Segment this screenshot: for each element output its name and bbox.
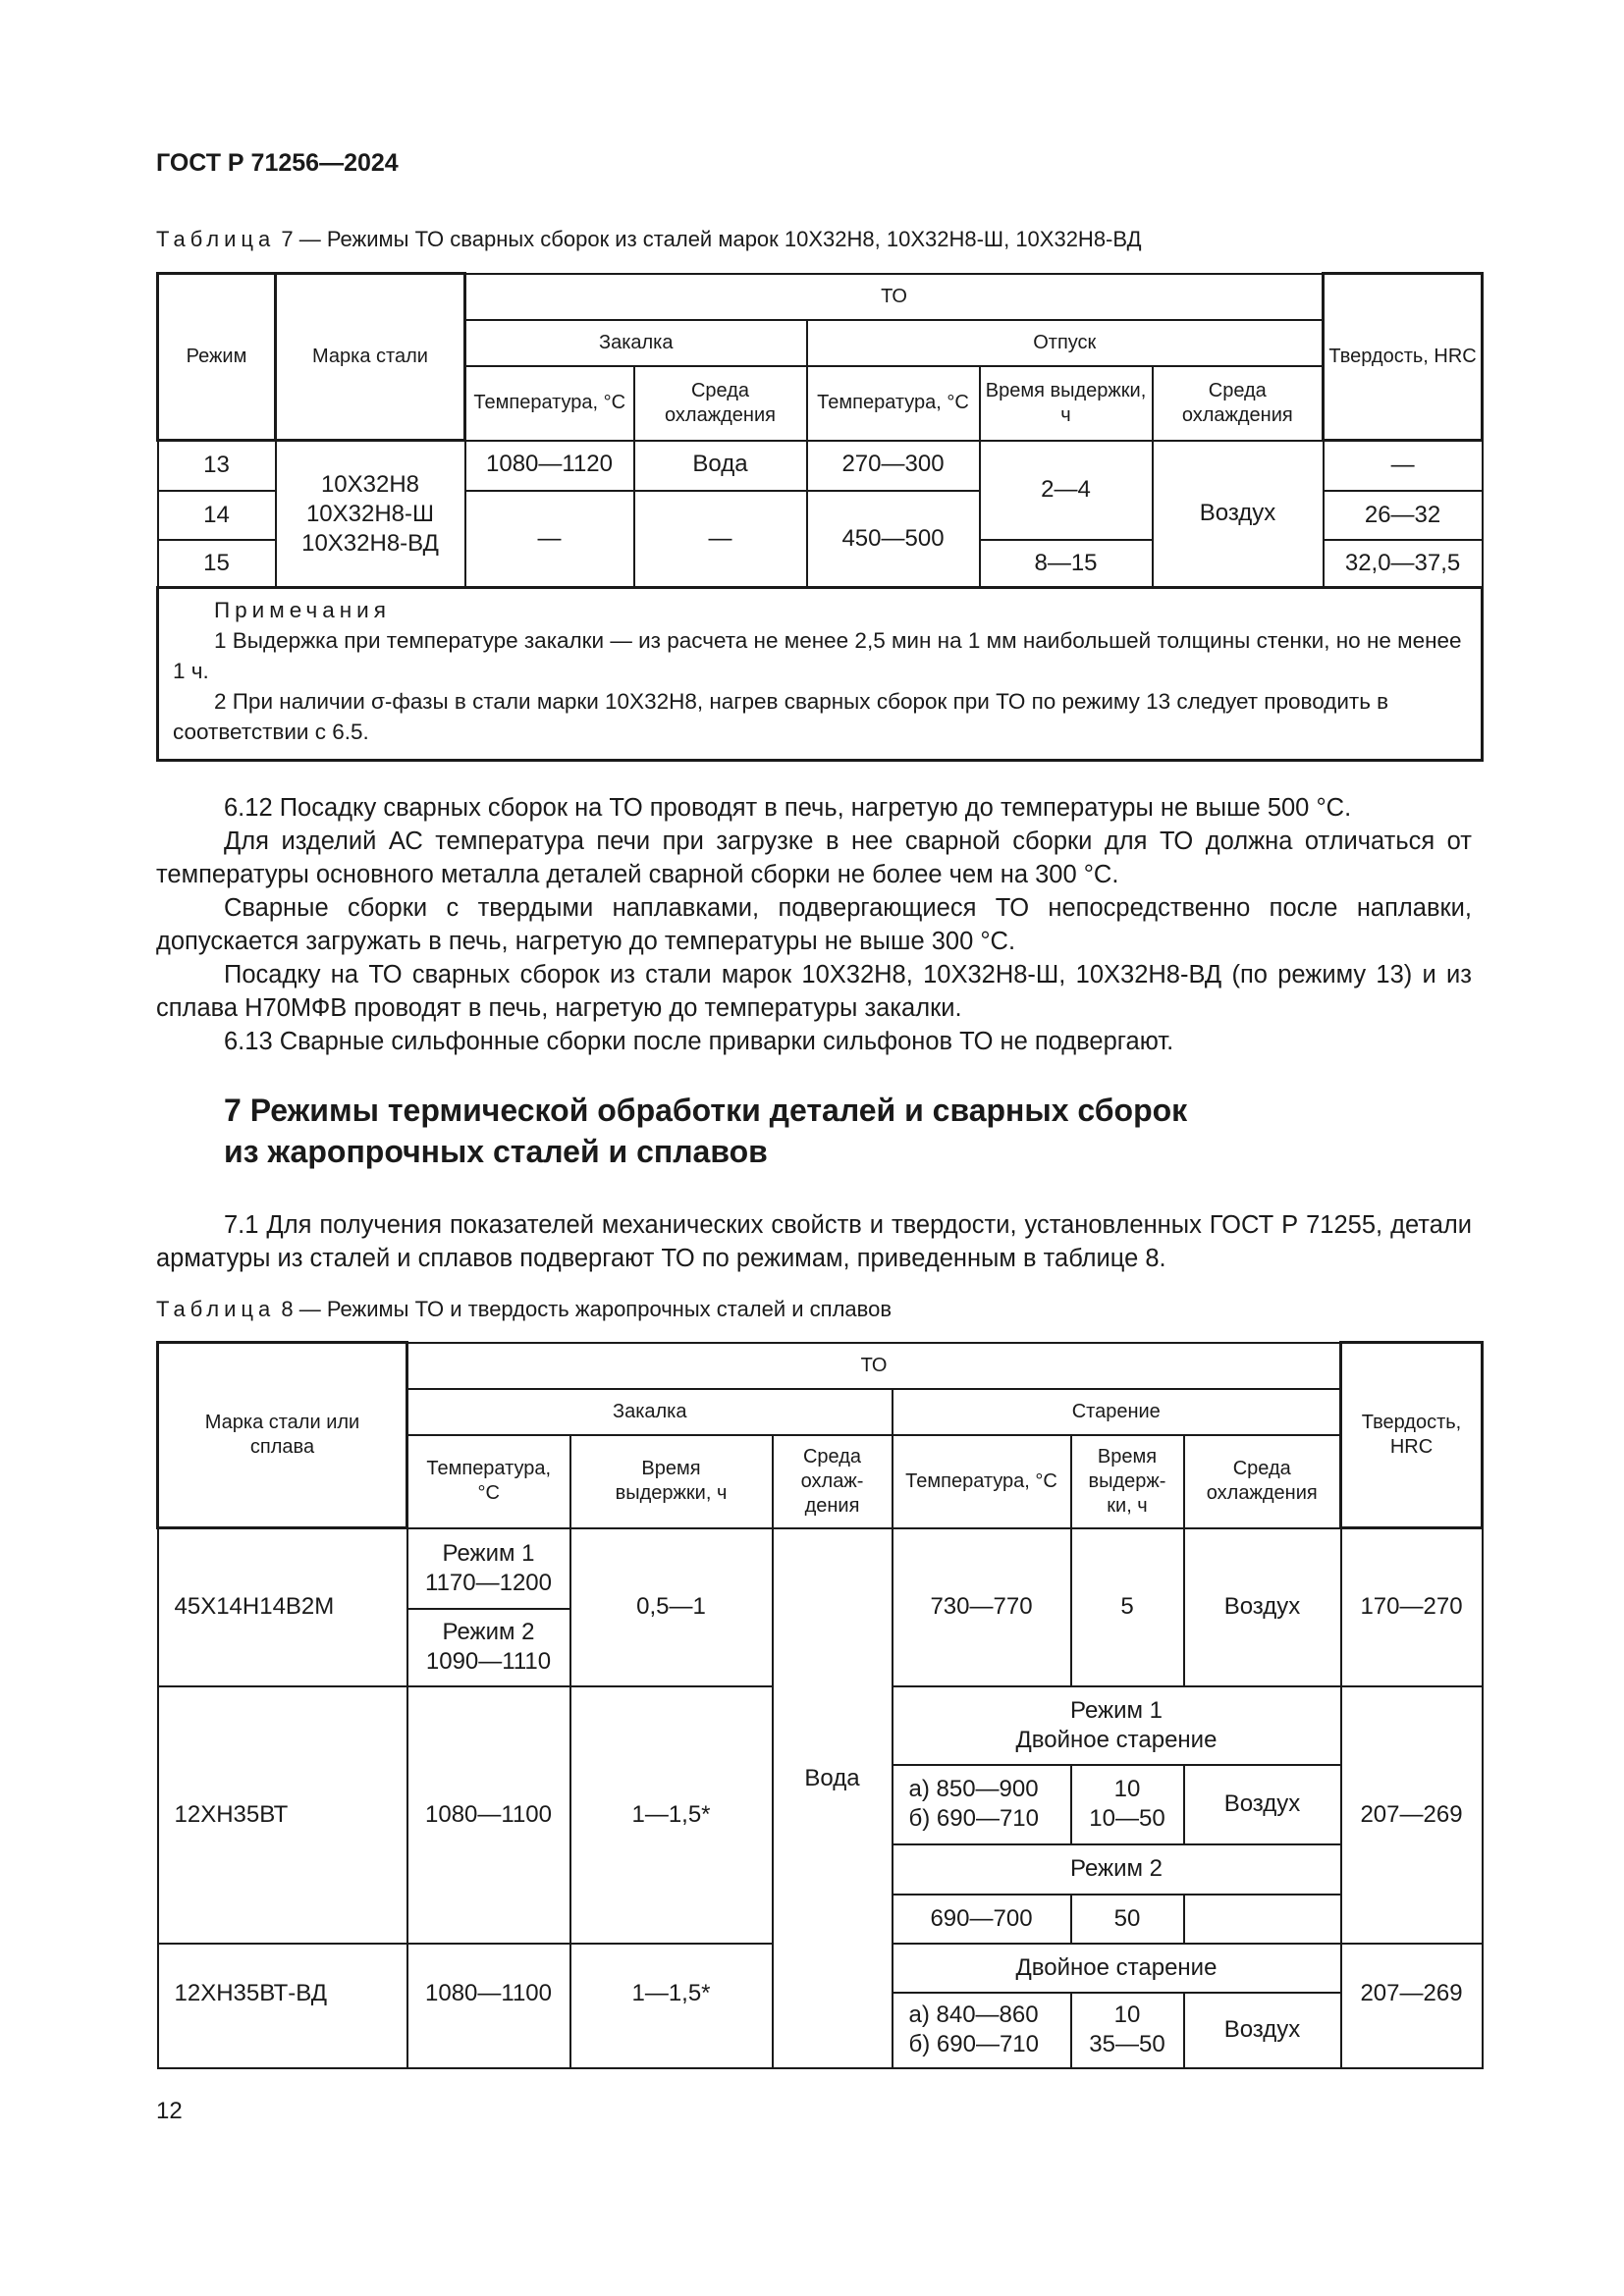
- t7-head-to: ТО: [465, 274, 1324, 320]
- t7-mode-15: 15: [158, 540, 276, 588]
- t8-r2-m2-hold: 50: [1071, 1895, 1184, 1944]
- t8-r3-temp: 1080—1100: [407, 1944, 570, 2068]
- t7-head-hardness: Твердость, HRC: [1324, 274, 1483, 441]
- t8-cell-line: Режим 2: [442, 1619, 535, 1645]
- t8-r1-hrc: 170—270: [1341, 1528, 1483, 1686]
- t8-steel-12xh35bt-vd: 12ХН35ВТ-ВД: [158, 1944, 407, 2068]
- t7-temper-cool: Воздух: [1153, 441, 1324, 588]
- paragraph: Для изделий АС температура печи при загрузке в нее сварной сборки для ТО должна отличаться от температуры основного металла деталей сварной сборки не более чем на 300 °С.: [156, 828, 1472, 888]
- t8-r2-mode2: Режим 2: [893, 1844, 1341, 1895]
- paragraph: Посадку на ТО сварных сборок из стали марок 10Х32Н8, 10Х32Н8-Ш, 10Х32Н8-ВД (по режиму 13) и из сплава Н70МФВ проводят в печь, нагретую до температуры закалки.: [156, 961, 1472, 1022]
- section-7-heading-line: из жаропрочных сталей и сплавов: [224, 1134, 768, 1169]
- t8-r3-hrc: 207—269: [1341, 1944, 1483, 2068]
- t8-r2-hold: 1—1,5*: [570, 1686, 773, 1944]
- t8-quench-cool-water: Вода: [773, 1528, 893, 2068]
- table7: [156, 272, 1484, 762]
- t8-r3-aging-temps: [893, 1993, 1071, 2068]
- t8-r1-mode2: [407, 1609, 570, 1686]
- t8-cell-line: 10: [1113, 2002, 1141, 2028]
- t8-head-aging-temp: Температура, °С: [893, 1435, 1071, 1528]
- t8-r2-aging-cool: Воздух: [1184, 1765, 1341, 1844]
- t8-r3-aging-holds: [1071, 1993, 1184, 2068]
- t8-r1-aging-hold: 5: [1071, 1528, 1184, 1686]
- t8-head-quench-temp: Температура, °С: [407, 1435, 570, 1528]
- t7-quench-temp-14-15: —: [465, 491, 634, 588]
- t7-head-temper-temp: Температура, °С: [807, 366, 980, 441]
- t7-temper-temp-14-15: 450—500: [807, 491, 980, 588]
- t7-quench-temp-13: 1080—1120: [465, 441, 634, 491]
- t7-hold-13-14: 2—4: [980, 441, 1153, 540]
- document-header: ГОСТ Р 71256—2024: [156, 149, 399, 177]
- paragraph-7-1-block: [156, 1208, 1472, 1275]
- t8-r3-double: Двойное старение: [893, 1944, 1341, 1993]
- t8-cell-line: а) 850—900: [908, 1776, 1039, 1802]
- t8-head-quench: Закалка: [407, 1389, 893, 1435]
- t8-cell-line: 35—50: [1089, 2031, 1165, 2057]
- section-7-heading-line: 7 Режимы термической обработки деталей и сварных сборок: [224, 1093, 1188, 1128]
- t8-cell-line: б) 690—710: [908, 1805, 1039, 1832]
- t8-head-line: ки, ч: [1107, 1494, 1148, 1517]
- t8-cell-line: 1090—1110: [425, 1648, 552, 1675]
- t7-head-mode: Режим: [158, 274, 276, 441]
- t8-cell-line: Режим 1: [442, 1539, 535, 1567]
- t8-head-hardness: Твердость, HRC: [1341, 1343, 1483, 1528]
- t8-r2-m2-temp: 690—700: [893, 1895, 1071, 1944]
- t8-cell-line: 1170—1200: [425, 1569, 552, 1596]
- t8-head-aging-hold: [1071, 1435, 1184, 1528]
- t8-r2-mode1: [893, 1686, 1341, 1765]
- t7-notes: [158, 588, 1483, 761]
- table8: [156, 1341, 1484, 2069]
- table8-caption-text: 8 — Режимы ТО и твердость жаропрочных сталей и сплавов: [281, 1297, 893, 1321]
- t8-head-line: Среда: [802, 1445, 862, 1468]
- t7-hrc-14: 26—32: [1324, 491, 1483, 540]
- table7-caption: [156, 227, 1141, 252]
- t7-head-quench-temp: Температура, °С: [465, 366, 634, 441]
- t7-head-quench: Закалка: [465, 320, 807, 366]
- t7-steel-line: 10Х32Н8-Ш: [305, 500, 435, 527]
- page-number: 12: [156, 2098, 183, 2124]
- t8-head-steel: Марка стали или сплава: [158, 1343, 407, 1528]
- paragraph-7-1: 7.1 Для получения показателей механических свойств и твердости, установленных ГОСТ Р 71255, детали арматуры из сталей и сплавов подвергают ТО по режимам, приведенным в таблице 8.: [156, 1211, 1472, 1272]
- table7-caption-prefix: Таблица: [156, 227, 276, 251]
- t8-r1-mode1: [407, 1528, 570, 1609]
- t8-steel-12xh35bt: 12ХН35ВТ: [158, 1686, 407, 1944]
- t8-cell-line: б) 690—710: [908, 2031, 1039, 2057]
- t8-head-line: дения: [804, 1494, 860, 1517]
- t7-note-2: 2 При наличии σ-фазы в стали марки 10Х32Н8, нагрев сварных сборок при ТО по режиму 13 следует проводить в соответствии с 6.5.: [173, 689, 1389, 744]
- t7-head-quench-cool: Среда охлаждения: [634, 366, 807, 441]
- t7-hold-15: 8—15: [980, 540, 1153, 588]
- t8-head-line: охлаж-: [800, 1469, 864, 1492]
- t7-quench-cool-13: Вода: [634, 441, 807, 491]
- t8-head-to: ТО: [407, 1343, 1341, 1389]
- t7-note-1: 1 Выдержка при температуре закалки — из расчета не менее 2,5 мин на 1 мм наибольшей толщины стенки, но не менее 1 ч.: [173, 628, 1462, 683]
- t8-cell-line: 10—50: [1089, 1805, 1165, 1832]
- t7-head-temper-hold: Время выдержки, ч: [980, 366, 1153, 441]
- table8-caption-prefix: Таблица: [156, 1297, 276, 1321]
- t7-hrc-13: —: [1324, 441, 1483, 491]
- t8-head-quench-cool: [773, 1435, 893, 1528]
- paragraph: Сварные сборки с твердыми наплавками, подвергающиеся ТО непосредственно после наплавки, допускается загружать в печь, нагретую до температуры не выше 300 °С.: [156, 894, 1472, 955]
- t7-quench-cool-14-15: —: [634, 491, 807, 588]
- section-6-paragraphs: [156, 791, 1472, 1058]
- t8-head-quench-hold: Время выдержки, ч: [570, 1435, 773, 1528]
- t8-r3-hold: 1—1,5*: [570, 1944, 773, 2068]
- t8-head-aging: Старение: [893, 1389, 1341, 1435]
- t8-cell-line: Двойное старение: [1015, 1726, 1218, 1753]
- t8-r1-aging-temp: 730—770: [893, 1528, 1071, 1686]
- t7-steel-grades: [276, 441, 465, 588]
- paragraph: 6.13 Сварные сильфонные сборки после приварки сильфонов ТО не подвергают.: [224, 1028, 1174, 1055]
- t8-r2-hrc: 207—269: [1341, 1686, 1483, 1944]
- paragraph: 6.12 Посадку сварных сборок на ТО проводят в печь, нагретую до температуры не выше 500 °С.: [224, 794, 1352, 822]
- t8-cell-line: Режим 1: [1069, 1696, 1163, 1724]
- t8-head-line: выдерж-: [1088, 1469, 1166, 1492]
- t8-r2-m2-cool-empty: [1184, 1895, 1341, 1944]
- table7-caption-text: 7 — Режимы ТО сварных сборок из сталей марок 10Х32Н8, 10Х32Н8-Ш, 10Х32Н8-ВД: [281, 227, 1142, 251]
- t8-cell-line: а) 840—860: [908, 2002, 1039, 2028]
- t7-temper-temp-13: 270—300: [807, 441, 980, 491]
- t8-r2-temp: 1080—1100: [407, 1686, 570, 1944]
- t8-head-aging-cool: Среда охлаждения: [1184, 1435, 1341, 1528]
- t8-head-line: Время: [1097, 1445, 1158, 1468]
- t7-hrc-15: 32,0—37,5: [1324, 540, 1483, 588]
- t8-r1-hold: 0,5—1: [570, 1528, 773, 1686]
- t7-head-steel: Марка стали: [276, 274, 465, 441]
- t8-r1-aging-cool: Воздух: [1184, 1528, 1341, 1686]
- t7-mode-14: 14: [158, 491, 276, 540]
- t7-notes-title: Примечания: [214, 598, 391, 622]
- t8-steel-45x14: 45Х14Н14В2М: [158, 1528, 407, 1686]
- t8-r2-aging-temps: [893, 1765, 1071, 1844]
- t7-mode-13: 13: [158, 441, 276, 491]
- t8-r2-aging-holds: [1071, 1765, 1184, 1844]
- table8-caption: [156, 1297, 892, 1322]
- t7-head-temper-cool: Среда охлаждения: [1153, 366, 1324, 441]
- t7-steel-line: 10Х32Н8-ВД: [301, 529, 439, 557]
- t8-cell-line: 10: [1113, 1776, 1141, 1802]
- section-7-heading: [224, 1090, 1187, 1172]
- t8-r3-aging-cool: Воздух: [1184, 1993, 1341, 2068]
- t7-head-temper: Отпуск: [807, 320, 1324, 366]
- t7-steel-line: 10Х32Н8: [320, 470, 420, 498]
